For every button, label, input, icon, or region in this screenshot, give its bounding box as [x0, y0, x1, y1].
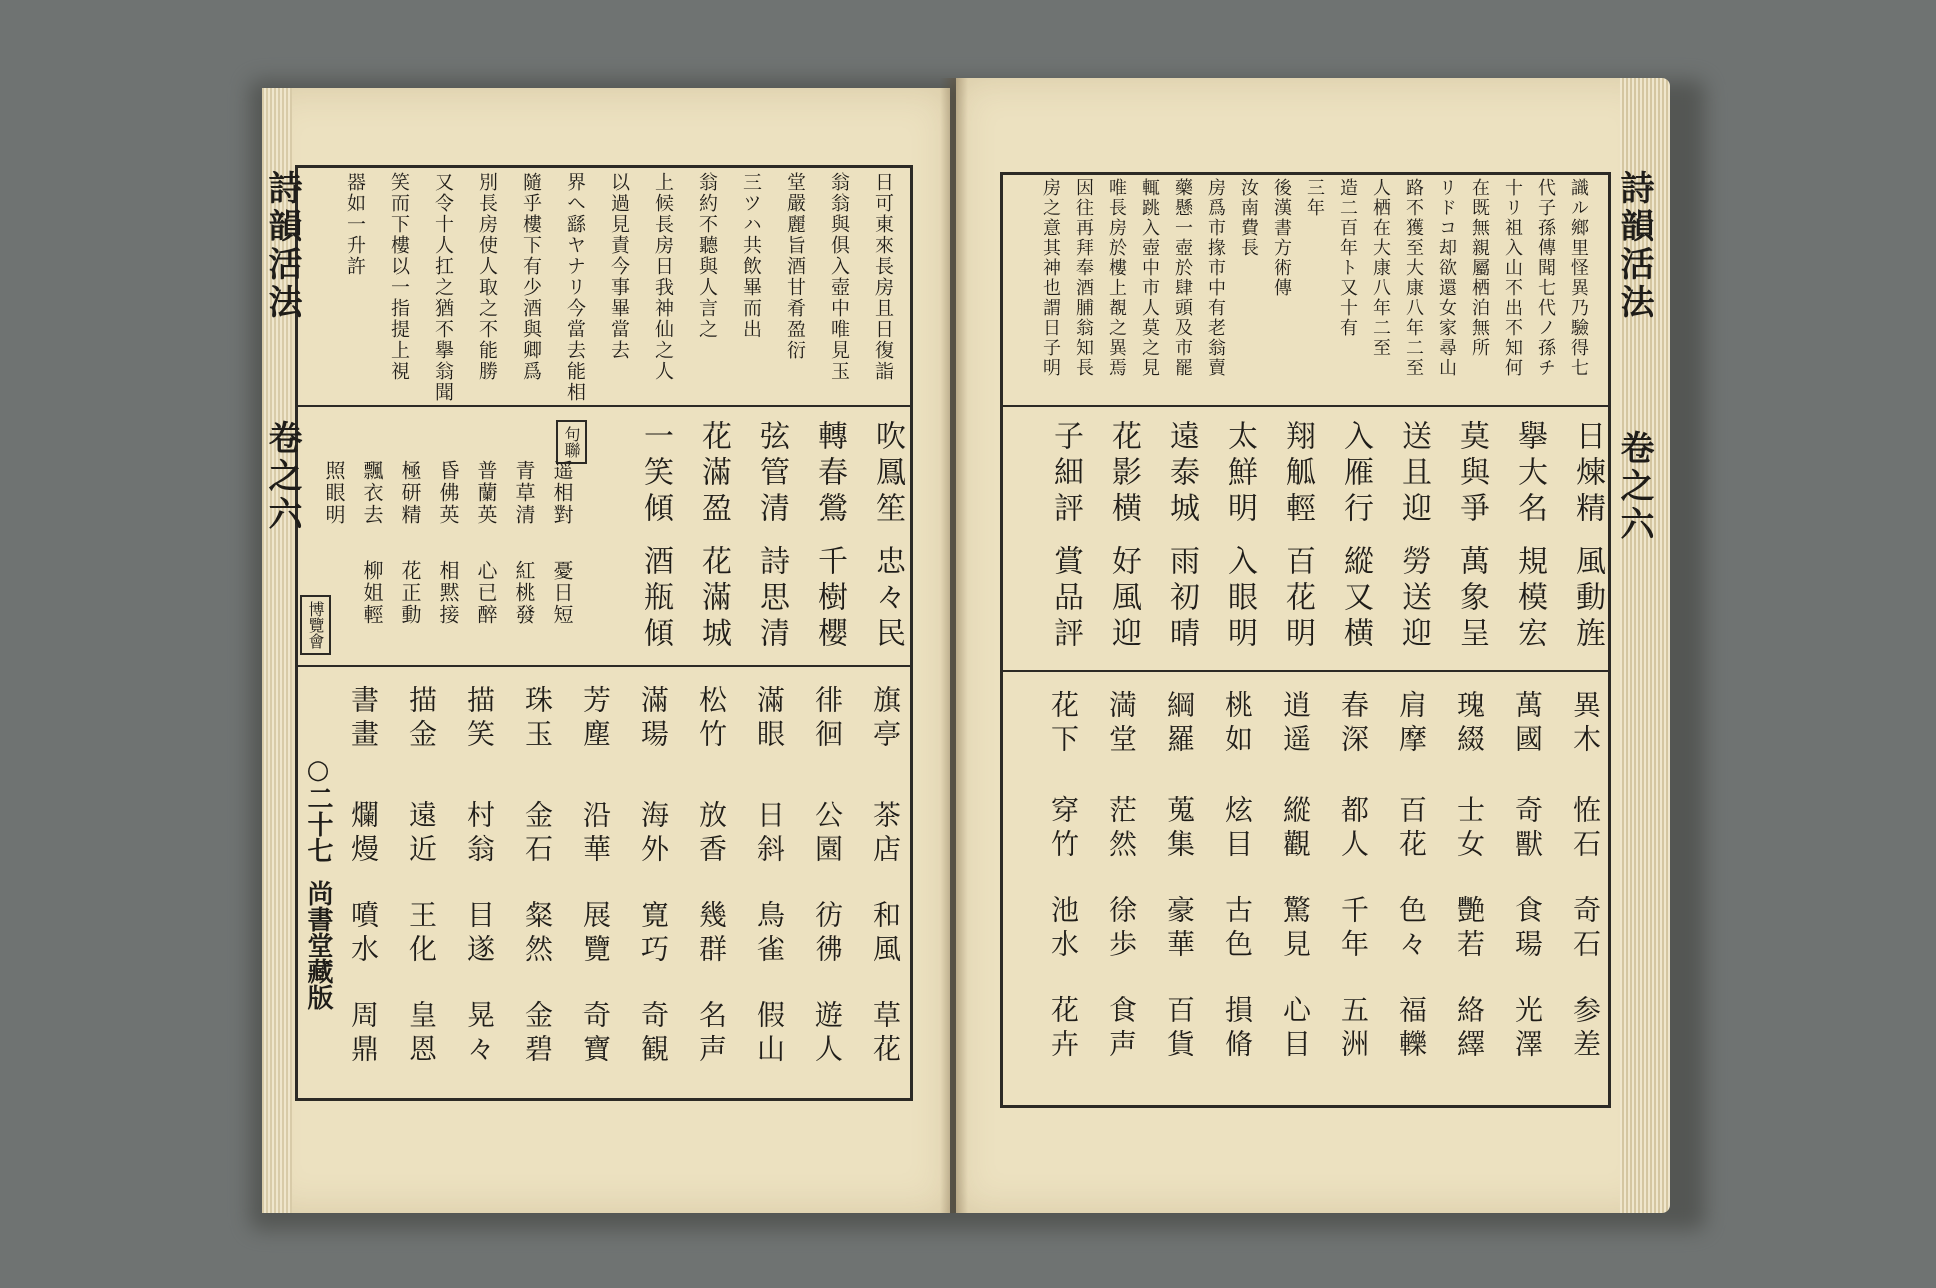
left-phrase-a-small-4: 極研精 — [398, 460, 422, 526]
left-section-label: 句聯 — [556, 420, 587, 464]
right-annotation-15: 因往再拜奉酒脯翁知長 — [1073, 178, 1094, 378]
right-word-row2d-0: 参差 — [1569, 995, 1602, 1063]
left-phrase-a-2: 弦管清 — [754, 420, 789, 528]
right-word-row2c-6: 古色 — [1221, 895, 1254, 963]
right-word-row2-7: 綱羅 — [1163, 690, 1196, 758]
left-phrase-a-small-3: 昏佛英 — [436, 460, 460, 526]
left-phrase-b-small-4: 花正動 — [398, 560, 422, 626]
left-annotation-8: 隨乎樓下有少酒與卿爲 — [520, 172, 542, 382]
left-phrase-b-3: 花滿城 — [696, 545, 731, 653]
left-word-row2b-7: 村翁 — [463, 800, 496, 868]
left-phrase-a-small-5: 飄衣去 — [360, 460, 384, 526]
right-word-row2c-7: 豪華 — [1163, 895, 1196, 963]
right-phrase-b-7: 雨初晴 — [1164, 545, 1199, 653]
right-word-row2-4: 春深 — [1337, 690, 1370, 758]
left-phrase-b-small-0: 憂日短 — [550, 560, 574, 626]
left-word-row2d-6: 金碧 — [521, 1000, 554, 1068]
left-word-row2c-7: 目遂 — [463, 900, 496, 968]
left-word-row2-7: 描笑 — [463, 685, 496, 753]
left-word-row2-8: 描金 — [405, 685, 438, 753]
left-annotation-6: 以過見責今事畢當去 — [608, 172, 630, 361]
left-phrase-b-2: 詩思清 — [754, 545, 789, 653]
right-word-row2-6: 桃如 — [1221, 690, 1254, 758]
right-phrase-a-8: 花影横 — [1106, 420, 1141, 528]
left-annotation-4: 翁約不聽與人言之 — [696, 172, 718, 340]
right-annotation-1: 代子孫傳聞七代ノ孫チ — [1535, 178, 1556, 378]
left-word-row2b-2: 日斜 — [753, 800, 786, 868]
left-middle-divider — [295, 665, 913, 667]
left-word-row2b-9: 爛熳 — [347, 800, 380, 868]
left-word-row2c-0: 和風 — [869, 900, 902, 968]
right-annotation-8: 三年 — [1304, 178, 1325, 218]
left-phrase-a-1: 轉春鶯 — [812, 420, 847, 528]
right-word-row2d-2: 絡繹 — [1453, 995, 1486, 1063]
right-phrase-b-2: 萬象呈 — [1454, 545, 1489, 653]
right-word-row2c-8: 徐歩 — [1105, 895, 1138, 963]
left-phrase-b-small-1: 紅桃發 — [512, 560, 536, 626]
left-publisher: 尚書堂藏版 — [303, 880, 333, 1010]
left-phrase-a-3: 花滿盈 — [696, 420, 731, 528]
right-volume-label: 卷之六 — [1614, 430, 1654, 544]
left-volume-label: 卷之六 — [262, 420, 302, 534]
right-annotation-7: 造二百年ト又十有 — [1337, 178, 1358, 338]
left-word-row2-3: 松竹 — [695, 685, 728, 753]
right-annotation-14: 唯長房於樓上覩之異焉 — [1106, 178, 1127, 378]
right-word-row2b-5: 縱觀 — [1279, 795, 1312, 863]
left-word-row2d-5: 奇寶 — [579, 1000, 612, 1068]
left-word-row2b-6: 金石 — [521, 800, 554, 868]
right-word-row2-1: 萬國 — [1511, 690, 1544, 758]
left-phrase-a-0: 吹鳳笙 — [870, 420, 905, 528]
left-phrase-b-1: 千樹櫻 — [812, 545, 847, 653]
left-annotation-12: 器如一升許 — [344, 172, 366, 277]
left-word-row2b-3: 放香 — [695, 800, 728, 868]
right-upper-divider — [1000, 405, 1610, 407]
right-word-row2b-8: 茫然 — [1105, 795, 1138, 863]
right-phrase-a-3: 送且迎 — [1396, 420, 1431, 528]
right-word-row2b-3: 百花 — [1395, 795, 1428, 863]
left-page-number: ○二十七 — [303, 755, 333, 863]
left-publisher-mark: 博覽會 — [300, 595, 331, 655]
left-annotation-7: 界へ繇ヤナリ今當去能相 — [564, 172, 586, 403]
right-phrase-b-0: 風動旌 — [1570, 545, 1605, 653]
right-phrase-a-6: 太鮮明 — [1222, 420, 1257, 528]
left-word-row2-9: 書畫 — [347, 685, 380, 753]
left-phrase-b-small-5: 柳姐輕 — [360, 560, 384, 626]
left-word-row2b-4: 海外 — [637, 800, 670, 868]
left-annotation-1: 翁翁與俱入壺中唯見玉 — [828, 172, 850, 382]
right-word-row2d-3: 福轢 — [1395, 995, 1428, 1063]
right-side-title: 詩韻活法 — [1614, 170, 1654, 322]
right-annotation-4: リドコ却欲還女家尋山 — [1436, 178, 1457, 378]
right-word-row2d-6: 損脩 — [1221, 995, 1254, 1063]
left-word-row2c-2: 鳥雀 — [753, 900, 786, 968]
right-annotation-2: 十リ祖入山不出不知何 — [1502, 178, 1523, 378]
left-word-row2-2: 滿眼 — [753, 685, 786, 753]
left-phrase-b-small-3: 相黙接 — [436, 560, 460, 626]
right-phrase-a-4: 入雁行 — [1338, 420, 1373, 528]
right-phrase-b-3: 勞送迎 — [1396, 545, 1431, 653]
right-phrase-b-8: 好風迎 — [1106, 545, 1141, 653]
right-word-row2b-6: 炫目 — [1221, 795, 1254, 863]
right-word-row2-9: 花下 — [1047, 690, 1080, 758]
right-word-row2d-8: 食声 — [1105, 995, 1138, 1063]
right-phrase-b-1: 規模宏 — [1512, 545, 1547, 653]
left-word-row2b-8: 遠近 — [405, 800, 438, 868]
right-word-row2-5: 逍遥 — [1279, 690, 1312, 758]
right-word-row2d-7: 百貨 — [1163, 995, 1196, 1063]
right-phrase-b-6: 入眼明 — [1222, 545, 1257, 653]
right-middle-divider — [1000, 670, 1610, 672]
left-word-row2d-2: 假山 — [753, 1000, 786, 1068]
left-word-row2-0: 旗亭 — [869, 685, 902, 753]
right-word-row2c-2: 艷若 — [1453, 895, 1486, 963]
right-phrase-a-5: 翔觚輕 — [1280, 420, 1315, 528]
left-annotation-9: 別長房使人取之不能勝 — [476, 172, 498, 382]
right-word-row2-8: 満堂 — [1105, 690, 1138, 758]
left-annotation-10: 又令十人扛之猶不擧翁聞 — [432, 172, 454, 403]
left-annotation-11: 笑而下樓以一指提上視 — [388, 172, 410, 382]
left-word-row2b-5: 沿華 — [579, 800, 612, 868]
left-phrase-a-4: 一笑傾 — [638, 420, 673, 528]
left-word-row2d-7: 晃々 — [463, 1000, 496, 1068]
left-word-row2c-6: 粲然 — [521, 900, 554, 968]
left-word-row2c-3: 幾群 — [695, 900, 728, 968]
left-word-row2b-1: 公園 — [811, 800, 844, 868]
right-phrase-a-7: 遠泰城 — [1164, 420, 1199, 528]
right-word-row2b-2: 士女 — [1453, 795, 1486, 863]
book-gutter — [940, 78, 968, 1213]
left-phrase-b-4: 酒瓶傾 — [638, 545, 673, 653]
left-word-row2-4: 滿瑒 — [637, 685, 670, 753]
right-phrase-a-0: 日煉精 — [1570, 420, 1605, 528]
right-annotation-6: 人栖在大康八年二至 — [1370, 178, 1391, 358]
right-annotation-16: 房之意其神也謂日子明 — [1040, 178, 1061, 378]
right-phrase-b-9: 賞品評 — [1048, 545, 1083, 653]
left-word-row2c-9: 噴水 — [347, 900, 380, 968]
left-side-title: 詩韻活法 — [262, 170, 302, 322]
right-phrase-a-2: 莫與爭 — [1454, 420, 1489, 528]
right-annotation-9: 後漢書方術傳 — [1271, 178, 1292, 298]
left-annotation-2: 堂嚴麗旨酒甘肴盈衍 — [784, 172, 806, 361]
right-phrase-a-9: 子細評 — [1048, 420, 1083, 528]
right-word-row2d-4: 五洲 — [1337, 995, 1370, 1063]
right-word-row2-0: 異木 — [1569, 690, 1602, 758]
left-phrase-a-small-0: 遥相對 — [550, 460, 574, 526]
left-phrase-a-small-2: 普蘭英 — [474, 460, 498, 526]
right-phrase-b-5: 百花明 — [1280, 545, 1315, 653]
right-word-row2d-5: 心目 — [1279, 995, 1312, 1063]
left-word-row2c-4: 寛巧 — [637, 900, 670, 968]
right-annotation-13: 輒跳入壺中市人莫之見 — [1139, 178, 1160, 378]
left-word-row2d-3: 名声 — [695, 1000, 728, 1068]
left-upper-divider — [295, 405, 913, 407]
right-word-row2b-4: 都人 — [1337, 795, 1370, 863]
right-annotation-5: 路不獲至大康八年二至 — [1403, 178, 1424, 378]
left-word-row2d-4: 奇観 — [637, 1000, 670, 1068]
left-word-row2d-9: 周鼎 — [347, 1000, 380, 1068]
left-annotation-3: 三ツハ共飲畢而出 — [740, 172, 762, 340]
right-word-row2c-3: 色々 — [1395, 895, 1428, 963]
right-word-row2d-1: 光澤 — [1511, 995, 1544, 1063]
right-word-row2c-4: 千年 — [1337, 895, 1370, 963]
left-phrase-a-small-6: 照眼明 — [322, 460, 346, 526]
left-word-row2-6: 珠玉 — [521, 685, 554, 753]
right-word-row2c-1: 食瑒 — [1511, 895, 1544, 963]
right-word-row2b-1: 奇獸 — [1511, 795, 1544, 863]
right-phrase-a-1: 擧大名 — [1512, 420, 1547, 528]
right-word-row2c-0: 奇石 — [1569, 895, 1602, 963]
left-phrase-b-0: 忠々民 — [870, 545, 905, 653]
right-annotation-3: 在既無親屬栖泊無所 — [1469, 178, 1490, 358]
right-annotation-11: 房爲市掾市中有老翁賣 — [1205, 178, 1226, 378]
right-phrase-b-4: 縱又横 — [1338, 545, 1373, 653]
right-annotation-10: 汝南費長 — [1238, 178, 1259, 258]
right-word-row2b-9: 穿竹 — [1047, 795, 1080, 863]
left-annotation-5: 上候長房日我神仙之人 — [652, 172, 674, 382]
right-word-row2-2: 瑰綴 — [1453, 690, 1486, 758]
left-annotation-0: 日可東來長房且日復詣 — [872, 172, 894, 382]
right-word-row2b-7: 蒐集 — [1163, 795, 1196, 863]
right-word-row2c-9: 池水 — [1047, 895, 1080, 963]
left-word-row2-1: 徘徊 — [811, 685, 844, 753]
left-word-row2d-8: 皇恩 — [405, 1000, 438, 1068]
left-word-row2c-5: 展覽 — [579, 900, 612, 968]
left-word-row2d-1: 遊人 — [811, 1000, 844, 1068]
right-annotation-12: 藥懸一壺於肆頭及市罷 — [1172, 178, 1193, 378]
right-word-row2b-0: 恠石 — [1569, 795, 1602, 863]
left-word-row2d-0: 草花 — [869, 1000, 902, 1068]
right-word-row2-3: 肩摩 — [1395, 690, 1428, 758]
left-word-row2c-1: 彷彿 — [811, 900, 844, 968]
right-word-row2d-9: 花卉 — [1047, 995, 1080, 1063]
left-word-row2c-8: 王化 — [405, 900, 438, 968]
left-phrase-b-small-2: 心已醉 — [474, 560, 498, 626]
right-annotation-0: 識ル鄉里怪異乃驗得七 — [1568, 178, 1589, 378]
left-phrase-a-small-1: 青草清 — [512, 460, 536, 526]
right-word-row2c-5: 驚見 — [1279, 895, 1312, 963]
left-word-row2b-0: 茶店 — [869, 800, 902, 868]
left-word-row2-5: 芳塵 — [579, 685, 612, 753]
